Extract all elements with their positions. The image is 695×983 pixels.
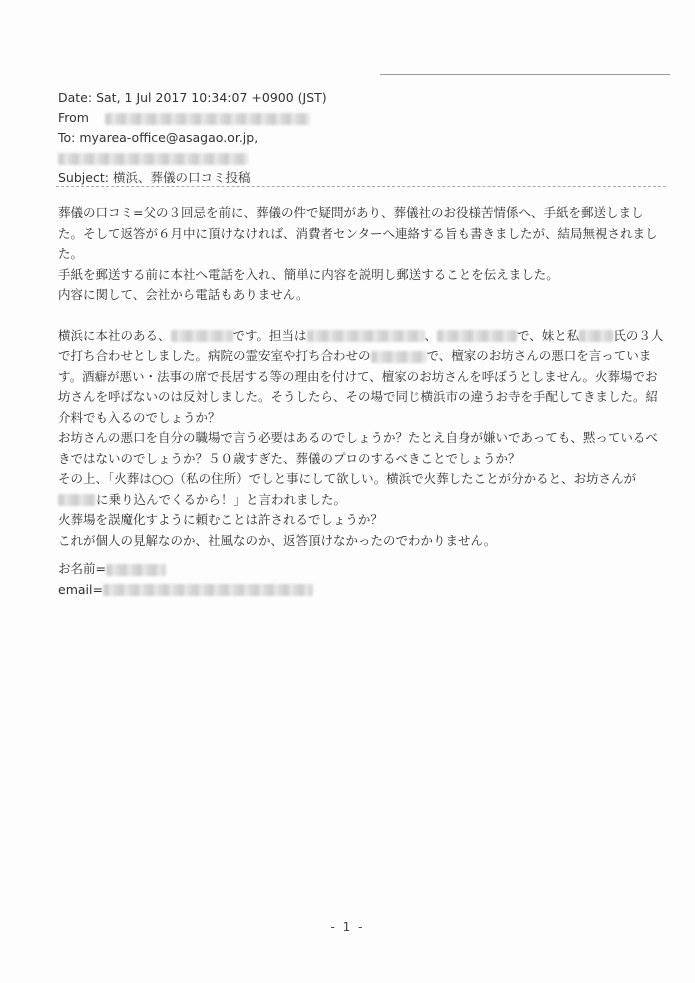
paragraph: 手紙を郵送する前に本社へ電話を入れ、簡単に内容を説明し郵送することを伝えました。 xyxy=(58,266,559,282)
text-fragment: その上、「火葬は○○（私の住所）でしと事にして欲しい。横浜で火葬したことが分かると、お坊さんが xyxy=(58,471,637,486)
email-label: email= xyxy=(58,581,103,597)
from-line xyxy=(58,108,668,128)
redacted-name xyxy=(106,564,166,576)
signature xyxy=(58,559,313,600)
email-body xyxy=(58,203,668,551)
redacted-recipient xyxy=(58,153,248,165)
to-label: To: xyxy=(58,130,76,145)
paragraph: これが個人の見解なのか、社風なのか、返答頂けなかったのでわかりません。 xyxy=(58,532,497,548)
text-fragment: です。担当は xyxy=(232,327,307,343)
cc-line xyxy=(58,148,668,168)
redacted-name xyxy=(579,330,613,342)
paragraph: 内容に関して、会社から電話もありません。 xyxy=(58,287,309,302)
paragraph xyxy=(58,326,668,429)
page-number: - 1 - xyxy=(330,920,365,934)
paragraph: 火葬場を誤魔化すように頼むことは許されるでしょうか？ xyxy=(58,512,383,527)
text-fragment: 横浜に本社のある、 xyxy=(58,327,171,343)
text-fragment: で、妹と私 xyxy=(517,327,580,343)
redacted-company xyxy=(171,330,233,342)
text-fragment: で、檀家のお坊さんの悪口を言っています。酒癖が悪い・法事の席で長居する等の理由を付けて、檀家のお坊さんを呼ぼうとしません。火葬場でお坊さんを呼ばないのは反対しました。そうしたら、その場で同じ横浜市の違うお寺を手配してきました。紹介料でも入るのでしょうか？ xyxy=(58,348,659,425)
date-value: Sat, 1 Jul 2017 10:34:07 +0900 (JST) xyxy=(96,90,327,105)
email-header xyxy=(58,88,668,188)
paragraph: お坊さんの悪口を自分の職場で言う必要はあるのでしょうか？たとえ自身が嫌いであっても、黙っているべきではないのでしょうか？５０歳すぎた、葬儀のプロのするべきことでしょうか？ xyxy=(58,430,658,466)
text-fragment: に乗り込んでくるから！」と言われました。 xyxy=(96,491,347,507)
redacted-email xyxy=(103,584,313,596)
paragraph xyxy=(58,469,668,510)
top-divider xyxy=(380,74,670,75)
date-line xyxy=(58,88,668,108)
text-fragment: 氏の３人で打ち合わせとしました。病院の霊安室や打ち合わせの xyxy=(58,327,664,363)
header-divider xyxy=(56,186,666,187)
subject-label: Subject: xyxy=(58,170,109,185)
paragraph: 葬儀の口コミ=父の３回忌を前に、葬儀の件で疑問があり、葬儀社のお役様苦情係へ、手紙を郵送しました。そして返答が６月中に頂けなければ、消費者センターへ連絡する旨も書きましたが、結局無視されました。 xyxy=(58,205,658,261)
subject-line xyxy=(58,168,668,188)
to-value: myarea-office@asagao.or.jp, xyxy=(79,130,259,145)
subject-value: 横浜、葬儀の口コミ投稿 xyxy=(112,170,251,185)
redacted-place xyxy=(371,351,427,363)
email-line xyxy=(58,580,313,601)
name-line xyxy=(58,559,313,580)
redacted-sender xyxy=(105,113,310,125)
from-label: From xyxy=(58,110,89,125)
redacted-staff xyxy=(437,330,517,342)
redacted-place xyxy=(58,494,96,506)
date-label: Date: xyxy=(58,90,93,105)
text-fragment: 、 xyxy=(424,327,438,343)
to-line xyxy=(58,128,668,148)
name-label: お名前= xyxy=(58,561,106,576)
redacted-staff xyxy=(307,330,425,342)
